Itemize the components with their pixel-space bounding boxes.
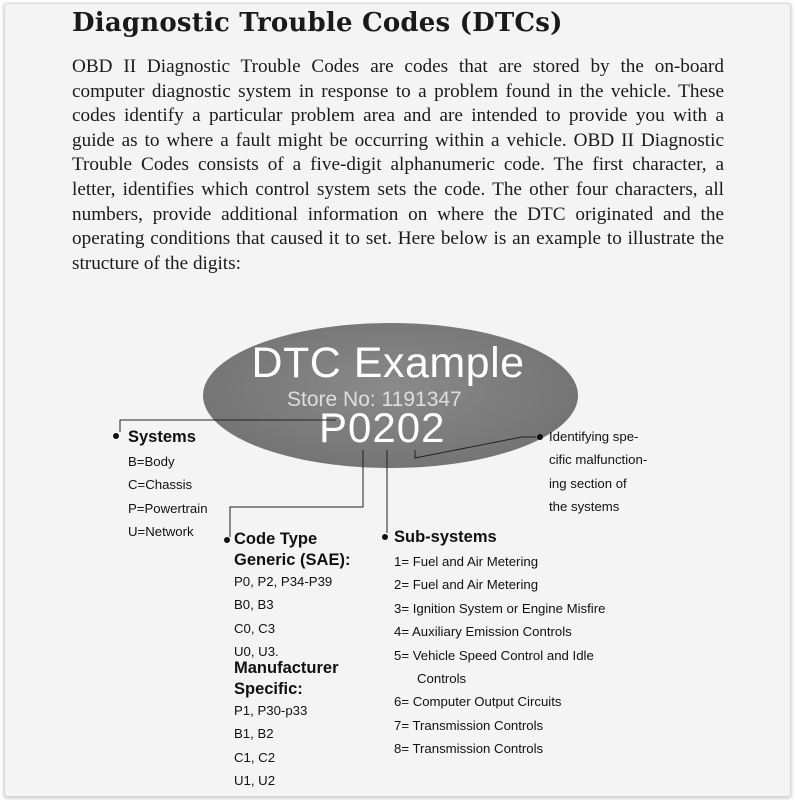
sub-systems-item: 2= Fuel and Air Metering [394, 577, 539, 593]
systems-heading: Systems [128, 428, 196, 446]
sub-systems-item: 8= Transmission Controls [394, 741, 544, 757]
code-type-connector [230, 450, 363, 537]
sub-systems-item: 6= Computer Output Circuits [394, 694, 562, 710]
manufacturer-item: U1, U2 [234, 773, 276, 789]
code-type-heading: Code Type [234, 530, 318, 548]
generic-item: U0, U3. [234, 644, 279, 660]
systems-item: P=Powertrain [128, 500, 208, 516]
sub-systems-item: 5= Vehicle Speed Control and Idle [394, 647, 594, 663]
manufacturer-item: B1, B2 [234, 726, 274, 742]
identifying-connector [415, 437, 536, 458]
sub-systems-item: 4= Auxiliary Emission Controls [394, 624, 572, 640]
sub-systems-bullet [382, 534, 388, 540]
identifying-line: Identifying spe- [549, 429, 639, 444]
sub-systems-item: 7= Transmission Controls [394, 717, 544, 733]
sub-systems-list [394, 550, 605, 761]
dtc-example-heading: DTC Example [251, 339, 525, 387]
generic-list [234, 570, 332, 664]
intro-paragraph: OBD II Diagnostic Trouble Codes are codes that are stored by the on-board computer diagnostic system in response to a problem found in the vehicle. These codes identify a particular problem area and are intended to provide you with a guide as to where a fault might be occurring within a vehicle. OBD II Diagnostic Trouble Codes consists of a five-digit alphanumeric code. The first character, a letter, identifies which control system sets the code. The other four characters, all numbers, provide additional information on where the DTC originated and the operating conditions that caused it to set. Here below is an example to illustrate the structure of the digits: [72, 56, 724, 274]
identifying-line: the systems [549, 499, 620, 515]
identifying-bullet [537, 434, 543, 440]
identifying-line: cific malfunction- [549, 452, 648, 468]
systems-list [128, 450, 208, 544]
sub-systems-item: Controls [417, 671, 467, 687]
manufacturer-specific-heading: Specific: [234, 680, 303, 698]
sub-systems-item: 1= Fuel and Air Metering [394, 554, 539, 569]
systems-item: U=Network [128, 524, 194, 540]
systems-bullet [113, 433, 119, 439]
generic-item: C0, C3 [234, 620, 276, 636]
manufacturer-item: P1, P30-p33 [234, 703, 308, 718]
generic-heading: Generic (SAE): [234, 551, 351, 569]
identifying-line: ing section of [549, 475, 627, 491]
identifying-note [549, 425, 647, 519]
page-title: Diagnostic Trouble Codes (DTCs) [72, 8, 563, 38]
generic-item: P0, P2, P34-P39 [234, 574, 333, 589]
sub-systems-heading: Sub-systems [394, 528, 497, 546]
systems-item: B=Body [128, 454, 175, 469]
systems-item: C=Chassis [128, 477, 193, 493]
code-type-bullet [224, 537, 230, 543]
sub-systems-item: 3= Ignition System or Engine Misfire [394, 600, 606, 616]
store-watermark: Store No: 1191347 [287, 388, 462, 411]
dtc-code: P0202 [319, 404, 446, 451]
manufacturer-heading: Manufacturer [234, 659, 339, 677]
manufacturer-list [234, 699, 307, 793]
generic-item: B0, B3 [234, 597, 274, 613]
manufacturer-item: C1, C2 [234, 749, 276, 765]
